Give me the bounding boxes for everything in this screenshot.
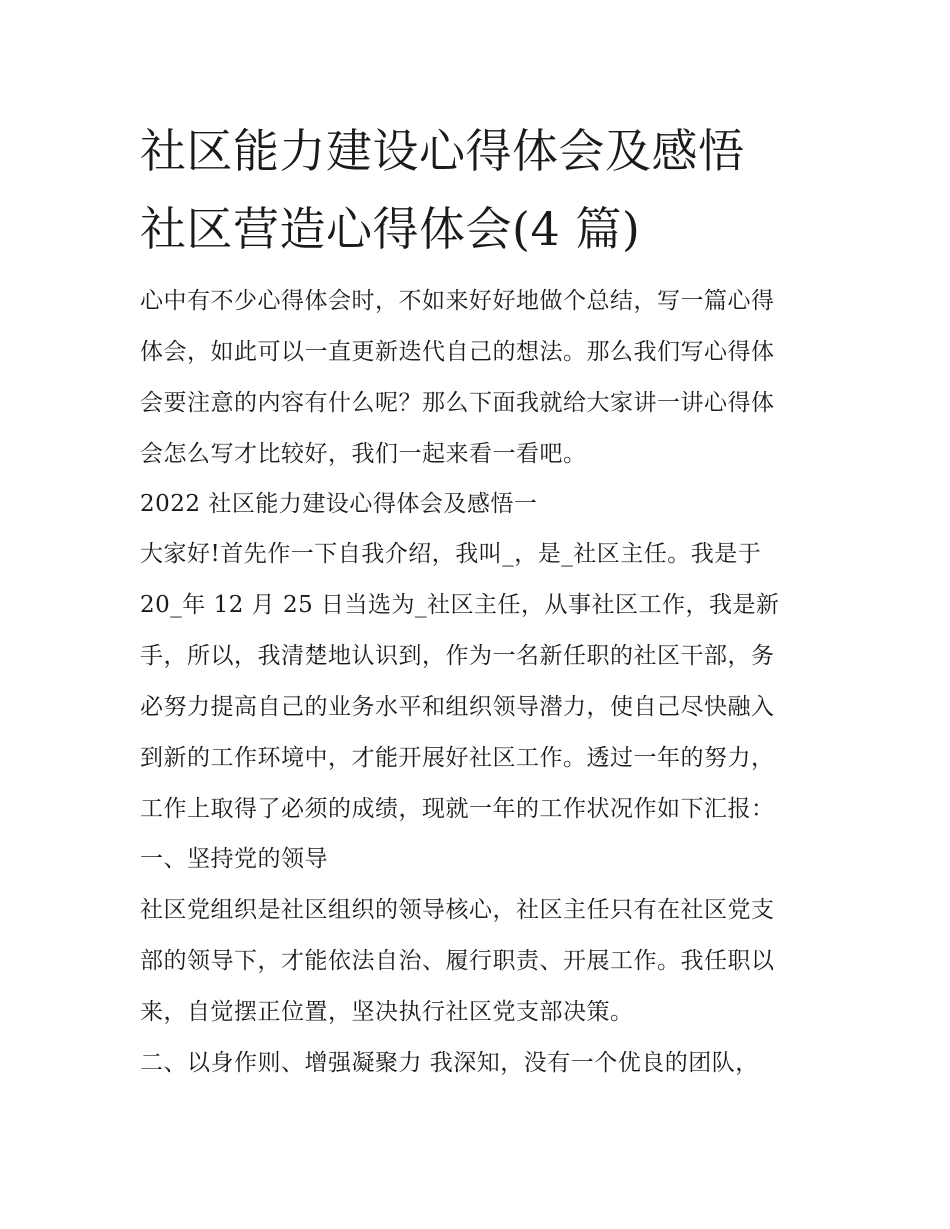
point-heading-line: 二、以身作则、增强凝聚力 我深知，没有一个优良的团队， (140, 1050, 759, 1076)
paragraph-line: 大家好!首先作一下自我介绍，我叫_，是_社区主任。我是于 (140, 541, 762, 567)
paragraph-line: 手，所以，我清楚地认识到，作为一名新任职的社区干部，务 (140, 643, 775, 669)
paragraph-line: 工作上取得了必须的成绩，现就一年的工作状况作如下汇报： (140, 796, 775, 822)
intro-line-1: 心中有不少心得体会时，不如来好好地做个总结，写一篇心得 (140, 288, 775, 314)
paragraph-line: 社区党组织是社区组织的领导核心，社区主任只有在社区党支 (140, 897, 775, 923)
title-line-1: 社区能力建设心得体会及感悟 (140, 124, 745, 178)
intro-line-2: 体会，如此可以一直更新迭代自己的想法。那么我们写心得体 (140, 339, 775, 365)
paragraph-line: 部的领导下，才能依法自治、履行职责、开展工作。我任职以 (140, 948, 775, 974)
paragraph-line: 必努力提高自己的业务水平和组织领导潜力，使自己尽快融入 (140, 694, 775, 720)
point-heading: 一、坚持党的领导 (140, 846, 328, 872)
paragraph-line: 20_年 12 月 25 日当选为_社区主任，从事社区工作，我是新 (140, 592, 780, 618)
paragraph-line: 来，自觉摆正位置，坚决执行社区党支部决策。 (140, 999, 634, 1025)
paragraph-line: 到新的工作环境中，才能开展好社区工作。透过一年的努力， (140, 745, 775, 771)
intro-line-3: 会要注意的内容有什么呢？那么下面我就给大家讲一讲心得体 (140, 390, 775, 416)
section-heading: 2022 社区能力建设心得体会及感悟一 (140, 491, 538, 517)
title-line-2: 社区营造心得体会(4 篇) (140, 202, 641, 256)
document-title (140, 112, 840, 268)
intro-line-4: 会怎么写才比较好，我们一起来看一看吧。 (140, 441, 587, 467)
